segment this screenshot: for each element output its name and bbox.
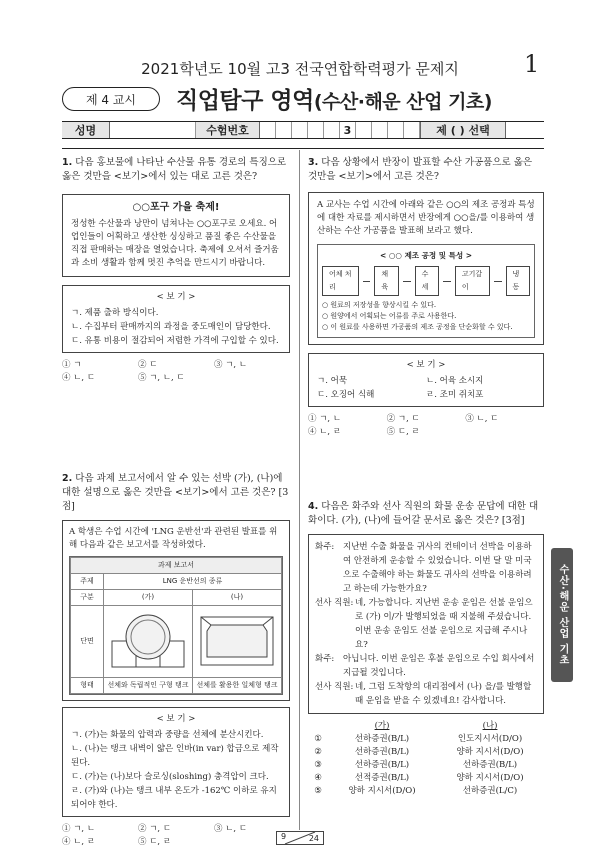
cell: ② bbox=[314, 747, 322, 757]
process-title: < ○○ 제조 공정 및 특성 > bbox=[379, 251, 473, 260]
question-4 bbox=[308, 500, 544, 798]
cell: 선체와 독립적인 구형 탱크 bbox=[104, 678, 193, 694]
cell: 인도지시서(D/O) bbox=[457, 734, 523, 744]
bogi-box bbox=[308, 353, 544, 407]
utterance: 지난번 수출 화물을 귀사의 컨테이너 선박을 이용하여 안전하게 운송할 수 있었습니다. 이번 달 말 미국으로 수출해야 하는 화물도 귀사의 선박을 이용하려고 하는데 가능한가요? bbox=[343, 542, 532, 594]
flyer-title: ○○포구 가을 축제! bbox=[132, 202, 220, 213]
table-row[interactable] bbox=[308, 785, 544, 798]
speaker: 화주: bbox=[315, 542, 335, 552]
question-text bbox=[62, 472, 290, 514]
exam-no-label: 수험번호 bbox=[196, 122, 260, 138]
cell: 선체를 활용한 일체형 탱크 bbox=[193, 678, 282, 694]
cell: 단면 bbox=[71, 606, 104, 678]
cell: ④ bbox=[314, 773, 322, 783]
cell: 선하증권(L/C) bbox=[462, 786, 518, 796]
scenario-box bbox=[308, 192, 544, 345]
bogi-item: ㄹ. 조미 쥐치포 bbox=[426, 390, 484, 400]
choice-3[interactable]: ③ ㄴ, ㄷ bbox=[214, 824, 248, 834]
choice-5[interactable]: ⑤ ㄷ, ㄹ bbox=[386, 427, 420, 437]
exam-digit[interactable] bbox=[292, 122, 308, 138]
question-text bbox=[308, 156, 544, 184]
process-step: 고기갈이 bbox=[455, 266, 490, 296]
speaker: 선사 직원: bbox=[315, 598, 354, 608]
choice-field[interactable] bbox=[506, 122, 544, 138]
speaker: 화주: bbox=[315, 654, 335, 664]
arrow-icon bbox=[403, 281, 411, 282]
question-stem: 다음 홍보물에 나타난 수산물 유통 경로의 특징으로 옳은 것만을 <보기>에서 있는 대로 고른 것은? bbox=[62, 157, 287, 182]
report-intro: A 학생은 수업 시간에 'LNG 운반선'과 관련된 발표를 위해 다음과 같은 보고서를 작성하였다. bbox=[69, 527, 278, 550]
speaker: 선사 직원: bbox=[315, 682, 354, 692]
bullet: ○ 이 원료를 사용하면 가공품의 제조 공정을 단순화할 수 있다. bbox=[322, 323, 513, 331]
bogi-item: ㄹ. (가)와 (나)는 탱크 내부 온도가 -162℃ 이하로 유지되어야 한다. bbox=[71, 786, 277, 810]
question-stem: 다음 과제 보고서에서 알 수 있는 선박 (가), (나)에 대한 설명으로 옳은 것만을 <보기>에서 고른 것은? [3점] bbox=[62, 473, 289, 512]
bullet: ○ 원료의 저장성을 향상시킬 수 있다. bbox=[322, 301, 437, 309]
question-number: 1. bbox=[62, 157, 73, 168]
choice-5[interactable]: ⑤ ㄱ, ㄴ, ㄷ bbox=[138, 373, 185, 383]
answer-choices bbox=[308, 413, 544, 439]
arrow-icon bbox=[363, 281, 371, 282]
cell: 양하 지시서(D/O) bbox=[456, 747, 524, 757]
flyer-text: 정성한 수산물과 낭만이 넘쳐나는 ○○포구로 오세요. 어업인들이 어획하고 생산한 싱싱하고 품질 좋은 수산물을 직접 판매하는 매장을 열었습니다. 축제에 오셔서 즐거움과 소비 생활과 함께 멋진 추억을 만드시기 바랍니다. bbox=[71, 219, 279, 268]
arrow-icon bbox=[494, 281, 502, 282]
subject-side-tab: 수산·해운 산업 기초 bbox=[551, 548, 573, 682]
question-stem: 다음은 화주와 선사 직원의 화물 운송 문답에 대한 대화이다. (가), (나)에 들어갈 문서로 옳은 것은? [3점] bbox=[308, 501, 539, 526]
exam-digit[interactable] bbox=[260, 122, 276, 138]
cell: 선하증권(B/L) bbox=[354, 734, 410, 744]
table-row[interactable] bbox=[308, 759, 544, 772]
membrane-tank-diagram bbox=[193, 606, 282, 678]
cell: (가) bbox=[104, 590, 193, 606]
process-step: 냉동 bbox=[506, 266, 530, 296]
question-2 bbox=[62, 472, 290, 849]
process-step: 수세 bbox=[415, 266, 439, 296]
bogi-item: ㄷ. 오징어 식해 bbox=[317, 390, 375, 400]
page-footer bbox=[276, 831, 324, 845]
exam-digit[interactable] bbox=[404, 122, 420, 138]
bogi-item: ㄱ. (가)는 화물의 압력과 중량을 선체에 분산시킨다. bbox=[71, 730, 264, 740]
choice-1[interactable]: ① ㄱ, ㄴ bbox=[62, 824, 96, 834]
table-head: (나) bbox=[482, 721, 498, 731]
exam-digit-fixed: 3 bbox=[340, 122, 356, 138]
bogi-title: < 보 기 > bbox=[406, 360, 446, 370]
choice-3[interactable]: ③ ㄴ, ㄷ bbox=[465, 414, 499, 424]
cell: 선하증권(B/L) bbox=[354, 760, 410, 770]
table-head bbox=[308, 720, 328, 733]
bogi-item: ㄱ. 어묵 bbox=[317, 376, 348, 386]
exam-digit[interactable] bbox=[388, 122, 404, 138]
bogi-title: < 보 기 > bbox=[156, 714, 196, 724]
bogi-title: < 보 기 > bbox=[156, 292, 196, 302]
table-head: (가) bbox=[374, 721, 390, 731]
table-row[interactable] bbox=[308, 746, 544, 759]
bogi-box bbox=[62, 707, 290, 817]
question-text bbox=[308, 500, 544, 528]
flyer-box bbox=[62, 194, 290, 277]
cell: (나) bbox=[193, 590, 282, 606]
name-label: 성명 bbox=[62, 122, 110, 138]
cell: ③ bbox=[314, 760, 322, 770]
arrow-icon bbox=[443, 281, 451, 282]
cell: 형태 bbox=[71, 678, 104, 694]
answer-choices bbox=[62, 359, 290, 385]
choice-3[interactable]: ③ ㄱ, ㄴ bbox=[214, 360, 248, 370]
question-number: 2. bbox=[62, 473, 73, 484]
exam-digit[interactable] bbox=[356, 122, 372, 138]
utterance: 네, 가능합니다. 지난번 운송 운임은 선불 운임으로 (가) 이/가 발행되었을 때 지불해 주셨습니다. 이번 운송 운임도 선불 운임으로 지급해 주시나요? bbox=[355, 598, 533, 650]
question-text bbox=[62, 156, 290, 184]
choice-1[interactable]: ① ㄱ, ㄴ bbox=[308, 414, 342, 424]
bogi-item: ㄴ. 수집부터 판매까지의 과정을 중도매인이 담당한다. bbox=[71, 322, 271, 332]
answer-choices bbox=[62, 823, 290, 849]
report-box bbox=[62, 520, 290, 701]
footer-total: 24 bbox=[308, 834, 319, 843]
cell: 선하증권(B/L) bbox=[462, 760, 518, 770]
table-row[interactable] bbox=[308, 733, 544, 746]
cell: LNG 운반선의 종류 bbox=[104, 574, 282, 590]
bogi-item: ㄷ. (가)는 (나)보다 슬로싱(sloshing) 충격압이 크다. bbox=[71, 772, 269, 782]
utterance: 네, 그럼 도착항의 대리점에서 (나) 을/를 발행할 때 운임을 받을 수 있겠네요! 감사합니다. bbox=[355, 682, 532, 706]
exam-digit[interactable] bbox=[308, 122, 324, 138]
process-bullets bbox=[322, 300, 530, 333]
spherical-tank-icon bbox=[106, 607, 190, 671]
process-step: 채육 bbox=[374, 266, 398, 296]
column-divider bbox=[299, 150, 300, 830]
cell: 양하 지시서(D/O) bbox=[348, 786, 416, 796]
dialog-line bbox=[315, 596, 537, 652]
subject-sub: (수산·해운 산업 기초) bbox=[313, 91, 492, 113]
dialog-line bbox=[315, 652, 537, 680]
exam-digit[interactable] bbox=[276, 122, 292, 138]
bogi-item: ㄱ. 제품 출하 방식이다. bbox=[71, 308, 159, 318]
name-field[interactable] bbox=[110, 122, 196, 138]
info-row bbox=[62, 121, 544, 139]
cell: 선적증권(B/L) bbox=[354, 773, 410, 783]
choice-2[interactable]: ② ㄷ bbox=[138, 360, 158, 370]
choice-4[interactable]: ④ ㄴ, ㄹ bbox=[62, 837, 96, 847]
choice-1[interactable]: ① ㄱ bbox=[62, 360, 82, 370]
dialog-box bbox=[308, 534, 544, 714]
exam-digit[interactable] bbox=[372, 122, 388, 138]
cell: ⑤ bbox=[314, 786, 322, 796]
subject-title bbox=[176, 82, 492, 115]
process-flow bbox=[322, 266, 530, 296]
table-row[interactable] bbox=[308, 772, 544, 785]
choice-2[interactable]: ② ㄱ, ㄷ bbox=[138, 824, 172, 834]
membrane-tank-icon bbox=[195, 607, 279, 671]
question-number: 4. bbox=[308, 501, 319, 512]
exam-digit[interactable] bbox=[324, 122, 340, 138]
exam-title: 2021학년도 10월 고3 전국연합학력평가 문제지 bbox=[141, 60, 459, 78]
choice-4[interactable]: ④ ㄴ, ㄹ bbox=[308, 427, 342, 437]
utterance: 아닙니다. 이번 운임은 후불 운임으로 수입 회사에서 지급될 것입니다. bbox=[343, 654, 535, 678]
dialog-line bbox=[315, 540, 537, 596]
question-stem: 다음 상황에서 반장이 발표할 수산 가공품으로 옳은 것만을 <보기>에서 고른 것은? bbox=[308, 157, 533, 182]
question-number: 3. bbox=[308, 157, 319, 168]
dialog-line bbox=[315, 680, 537, 708]
divider bbox=[62, 148, 544, 149]
cell: ① bbox=[314, 734, 322, 744]
answer-table bbox=[308, 720, 544, 798]
cell: 양하 지시서(D/O) bbox=[456, 773, 524, 783]
cell: 선하증권(B/L) bbox=[354, 747, 410, 757]
period-badge: 제 4 교시 bbox=[62, 87, 160, 111]
choice-2[interactable]: ② ㄱ, ㄷ bbox=[386, 414, 420, 424]
choice-4[interactable]: ④ ㄴ, ㄷ bbox=[62, 373, 96, 383]
cell: 구분 bbox=[71, 590, 104, 606]
choice-label: 제 ( ) 선택 bbox=[420, 122, 506, 138]
process-step: 어체 처리 bbox=[322, 266, 359, 296]
spherical-tank-diagram bbox=[104, 606, 193, 678]
process-box bbox=[317, 244, 535, 338]
cell: 주제 bbox=[71, 574, 104, 590]
bogi-item: ㄷ. 유통 비용이 절감되어 저렴한 가격에 구입할 수 있다. bbox=[71, 336, 279, 346]
page-number: 1 bbox=[524, 50, 540, 78]
bogi-item: ㄴ. (나)는 탱크 내벽이 얇은 인바(in var) 합금으로 제작된다. bbox=[71, 744, 279, 768]
choice-5[interactable]: ⑤ ㄷ, ㄹ bbox=[138, 837, 172, 847]
bogi-item: ㄴ. 어육 소시지 bbox=[426, 376, 484, 386]
question-3 bbox=[308, 156, 544, 439]
report-title: 과제 보고서 bbox=[71, 558, 282, 574]
bogi-box bbox=[62, 285, 290, 353]
report-table bbox=[69, 556, 283, 695]
question-1 bbox=[62, 156, 290, 385]
footer-page: 9 bbox=[281, 832, 287, 841]
scenario-text: A 교사는 수업 시간에 아래와 같은 ○○의 제조 공정과 특성에 대한 자료를 제시하면서 반장에게 ○○을/를 이용하여 생산하는 수산 가공품을 발표해 보라고 했다. bbox=[317, 200, 535, 236]
bullet: ○ 원양에서 어획되는 어류를 주로 사용한다. bbox=[322, 312, 457, 320]
subject-main: 직업탐구 영역 bbox=[176, 88, 314, 114]
